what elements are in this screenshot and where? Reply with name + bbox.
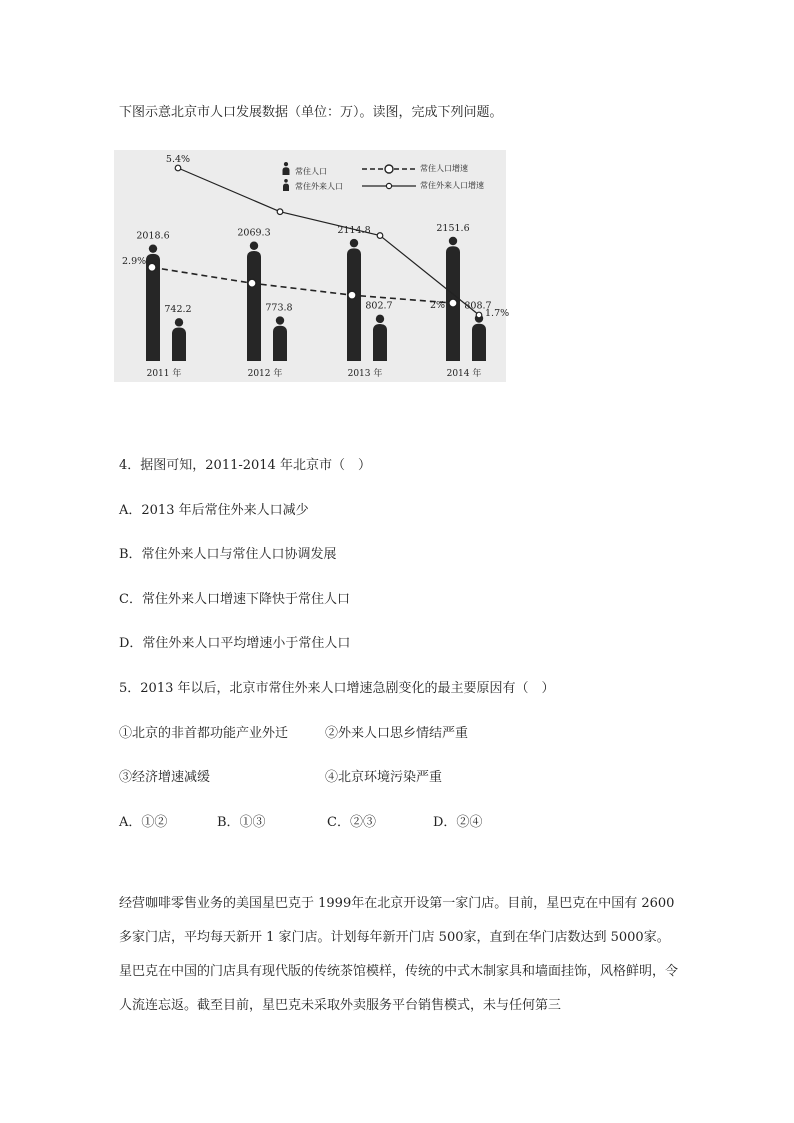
legend-marker-migrant-growth	[386, 183, 391, 188]
bar-resident-1	[247, 242, 261, 361]
q5-options-row	[119, 814, 482, 832]
value-label-resident-3: 2151.6	[436, 222, 470, 234]
value-label-migrant-0: 742.2	[164, 304, 192, 316]
bar-resident-3-head	[449, 237, 457, 245]
bar-migrant-3-body	[472, 329, 486, 361]
intro-text: 下图示意北京市人口发展数据（单位：万）。读图，完成下列问题。	[119, 105, 503, 120]
point-migrant-growth-2	[377, 233, 383, 239]
q5-items-row-2	[119, 769, 442, 787]
legend-icon-migrant-body	[283, 186, 289, 191]
legend-icon-resident-body	[283, 170, 290, 175]
value-label-migrant-1: 773.8	[265, 302, 293, 314]
population-chart	[114, 150, 510, 382]
bar-resident-0	[146, 244, 160, 361]
bar-migrant-1-body	[273, 331, 287, 361]
value-label-migrant-2: 802.7	[365, 300, 393, 312]
bar-resident-2-head	[350, 239, 358, 247]
legend-icon-resident-head	[284, 162, 288, 166]
value-label-migrant-3: 808.7	[464, 300, 492, 312]
point-resident-growth-2	[348, 291, 356, 299]
q4-option-d[interactable]: D．常住外来人口平均增速小于常住人口	[119, 636, 351, 651]
label-migrant-growth-2011: 5.4%	[165, 154, 191, 165]
q5-option-b[interactable]: B．①③	[217, 815, 266, 830]
value-label-resident-2: 2114.8	[337, 224, 371, 236]
value-label-resident-1: 2069.3	[237, 227, 271, 239]
bar-migrant-2-head	[376, 315, 384, 323]
bar-migrant-0-head	[175, 318, 183, 326]
q5-stem: 5．2013 年以后，北京市常住外来人口增速急剧变化的最主要原因有（ ）	[119, 681, 555, 696]
value-label-resident-0: 2018.6	[136, 230, 170, 242]
q4-option-b[interactable]: B．常住外来人口与常住人口协调发展	[119, 547, 337, 562]
bar-resident-1-body	[247, 257, 261, 361]
label-migrant-growth-2014: 1.7%	[485, 308, 510, 319]
legend-label-migrant-growth: 常住外来人口增速	[420, 181, 484, 190]
starbucks-passage: 经营咖啡零售业务的美国星巴克于 1999年在北京开设第一家门店。目前，星巴克在中国有 2600 多家门店，平均每天新开 1 家门店。计划每年新开门店 500家，直到在华门店数达到 5000家。星巴克在中国的门店具有现代版的传统茶馆模样，传统的中式木制家具和墙面挂饰，风格鲜明，令人流连忘返。截至目前，星巴克未采取外卖服务平台销售模式，未与任何第三	[119, 896, 679, 1013]
point-resident-growth-1	[248, 279, 256, 287]
q5-item-2: ②外来人口思乡情结严重	[325, 726, 469, 741]
q5-option-a[interactable]: A．①②	[119, 815, 168, 830]
bar-resident-1-head	[250, 242, 258, 250]
bar-resident-2	[347, 239, 361, 361]
q5-item-3: ③经济增速减缓	[119, 770, 211, 785]
legend-label-resident-growth: 常住人口增速	[420, 164, 468, 173]
q5-item-4: ④北京环境污染严重	[325, 770, 443, 785]
label-resident-growth-2011: 2.9%	[122, 256, 147, 267]
legend-label-resident: 常住人口	[295, 167, 327, 176]
legend-marker-resident-growth	[385, 165, 393, 173]
point-resident-growth-3	[449, 299, 457, 307]
bar-migrant-2-body	[373, 330, 387, 361]
bar-resident-0-body	[146, 259, 160, 361]
bar-resident-0-head	[149, 244, 157, 252]
legend-icon-migrant-head	[284, 179, 288, 183]
q5-item-1: ①北京的非首都功能产业外迁	[119, 726, 289, 741]
point-migrant-growth-1	[277, 209, 283, 215]
category-label-3: 2014 年	[446, 369, 482, 379]
legend-label-migrant: 常住外来人口	[295, 182, 343, 191]
point-resident-growth-0	[148, 263, 156, 271]
q4-stem: 4．据图可知，2011-2014 年北京市（ ）	[119, 458, 371, 473]
category-label-0: 2011 年	[146, 369, 182, 379]
q5-items-row-1	[119, 725, 468, 743]
label-resident-growth-2014: 2%	[430, 300, 446, 311]
bar-migrant-0-body	[172, 333, 186, 361]
category-label-2: 2013 年	[347, 369, 383, 379]
category-label-1: 2012 年	[247, 369, 283, 379]
bar-resident-2-body	[347, 254, 361, 361]
point-migrant-growth-3	[476, 312, 482, 318]
q5-option-c[interactable]: C．②③	[327, 815, 376, 830]
q4-option-c[interactable]: C．常住外来人口增速下降快于常住人口	[119, 592, 350, 607]
q4-option-a[interactable]: A．2013 年后常住外来人口减少	[119, 503, 309, 518]
bar-migrant-1-head	[276, 316, 284, 324]
q5-option-d[interactable]: D．②④	[433, 815, 483, 830]
point-migrant-growth-0	[175, 165, 181, 171]
